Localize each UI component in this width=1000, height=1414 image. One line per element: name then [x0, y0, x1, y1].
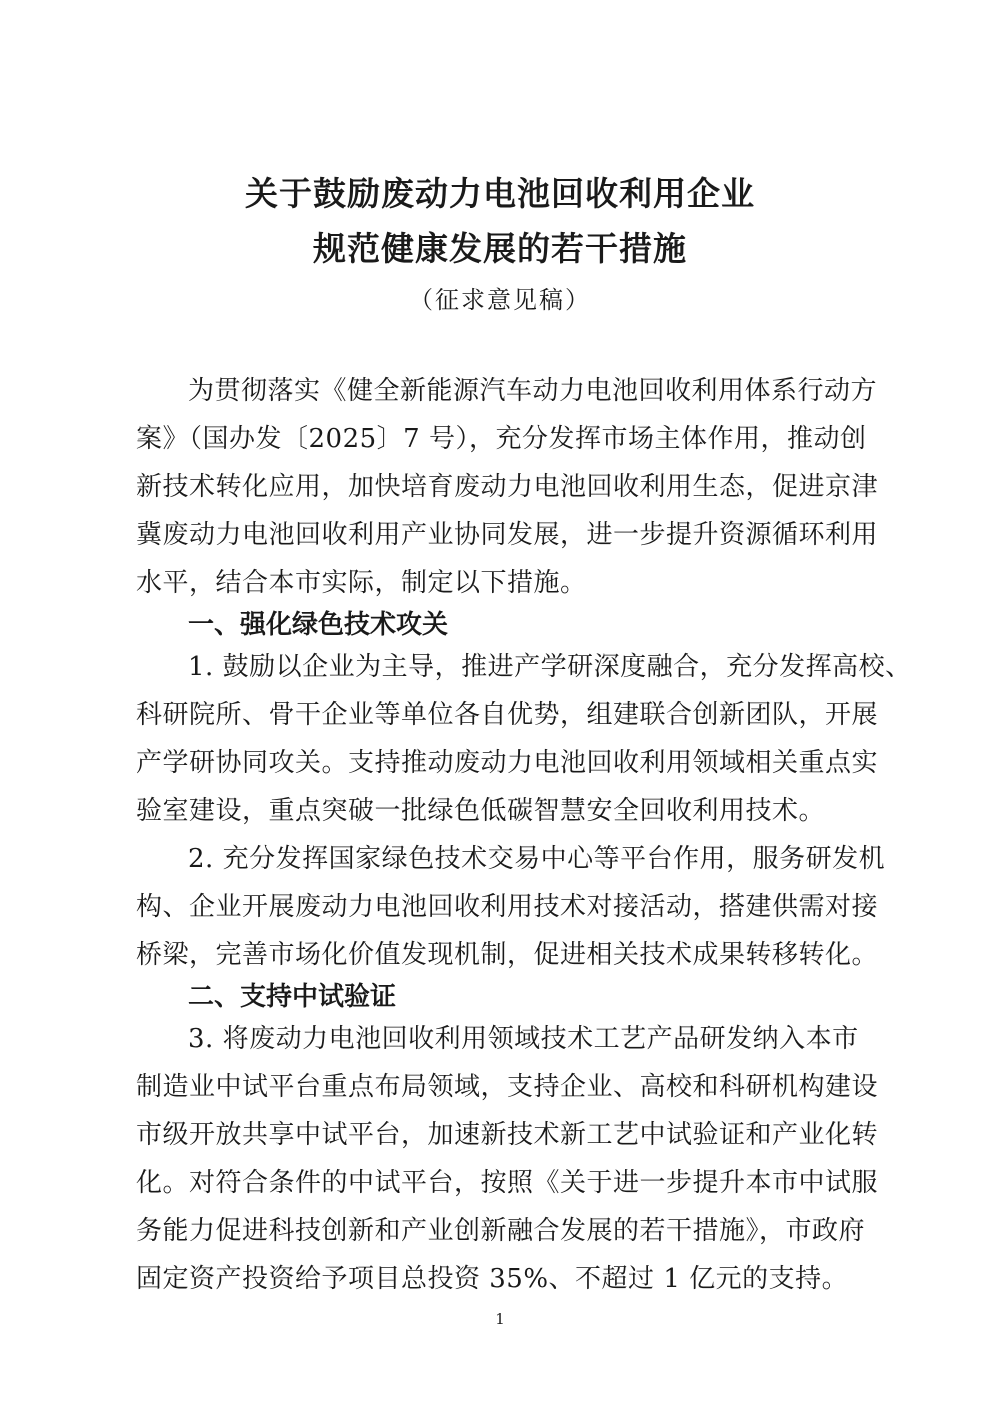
- document-title-line-1: 关于鼓励废动力电池回收利用企业: [245, 174, 755, 213]
- item-3-line: 固定资产投资给予项目总投资 35%、不超过 1 亿元的支持。: [136, 1264, 849, 1294]
- intro-line: 冀废动力电池回收利用产业协同发展，进一步提升资源循环利用: [136, 520, 879, 550]
- item-3-line: 化。对符合条件的中试平台，按照《关于进一步提升本市中试服: [136, 1168, 879, 1198]
- intro-line: 为贯彻落实《健全新能源汽车动力电池回收利用体系行动方: [188, 376, 878, 406]
- item-2-line: 构、企业开展废动力电池回收利用技术对接活动，搭建供需对接: [136, 892, 879, 922]
- item-3-line: 务能力促进科技创新和产业创新融合发展的若干措施》，市政府: [136, 1216, 866, 1246]
- section-heading-1: 一、强化绿色技术攻关: [188, 610, 449, 640]
- item-2-line: 桥梁，完善市场化价值发现机制，促进相关技术成果转移转化。: [136, 940, 879, 970]
- item-1-line: 1. 鼓励以企业为主导，推进产学研深度融合，充分发挥高校、: [188, 652, 912, 682]
- intro-line: 案》（国办发〔2025〕7 号），充分发挥市场主体作用，推动创: [136, 424, 867, 454]
- intro-line: 水平，结合本市实际，制定以下措施。: [136, 568, 587, 598]
- document-subtitle: （征求意见稿）: [409, 286, 591, 314]
- item-3-line: 市级开放共享中试平台，加速新技术新工艺中试验证和产业化转: [136, 1120, 879, 1150]
- page-number: 1: [495, 1310, 505, 1328]
- item-2-line: 2. 充分发挥国家绿色技术交易中心等平台作用，服务研发机: [188, 844, 886, 874]
- section-heading-2: 二、支持中试验证: [188, 982, 397, 1012]
- item-3-line: 3. 将废动力电池回收利用领域技术工艺产品研发纳入本市: [188, 1024, 859, 1054]
- intro-line: 新技术转化应用，加快培育废动力电池回收利用生态，促进京津: [136, 472, 879, 502]
- document-title-line-2: 规范健康发展的若干措施: [313, 229, 687, 268]
- item-1-line: 验室建设，重点突破一批绿色低碳智慧安全回收利用技术。: [136, 796, 826, 826]
- item-1-line: 产学研协同攻关。支持推动废动力电池回收利用领域相关重点实: [136, 748, 879, 778]
- item-3-line: 制造业中试平台重点布局领域，支持企业、高校和科研机构建设: [136, 1072, 879, 1102]
- item-1-line: 科研院所、骨干企业等单位各自优势，组建联合创新团队，开展: [136, 700, 879, 730]
